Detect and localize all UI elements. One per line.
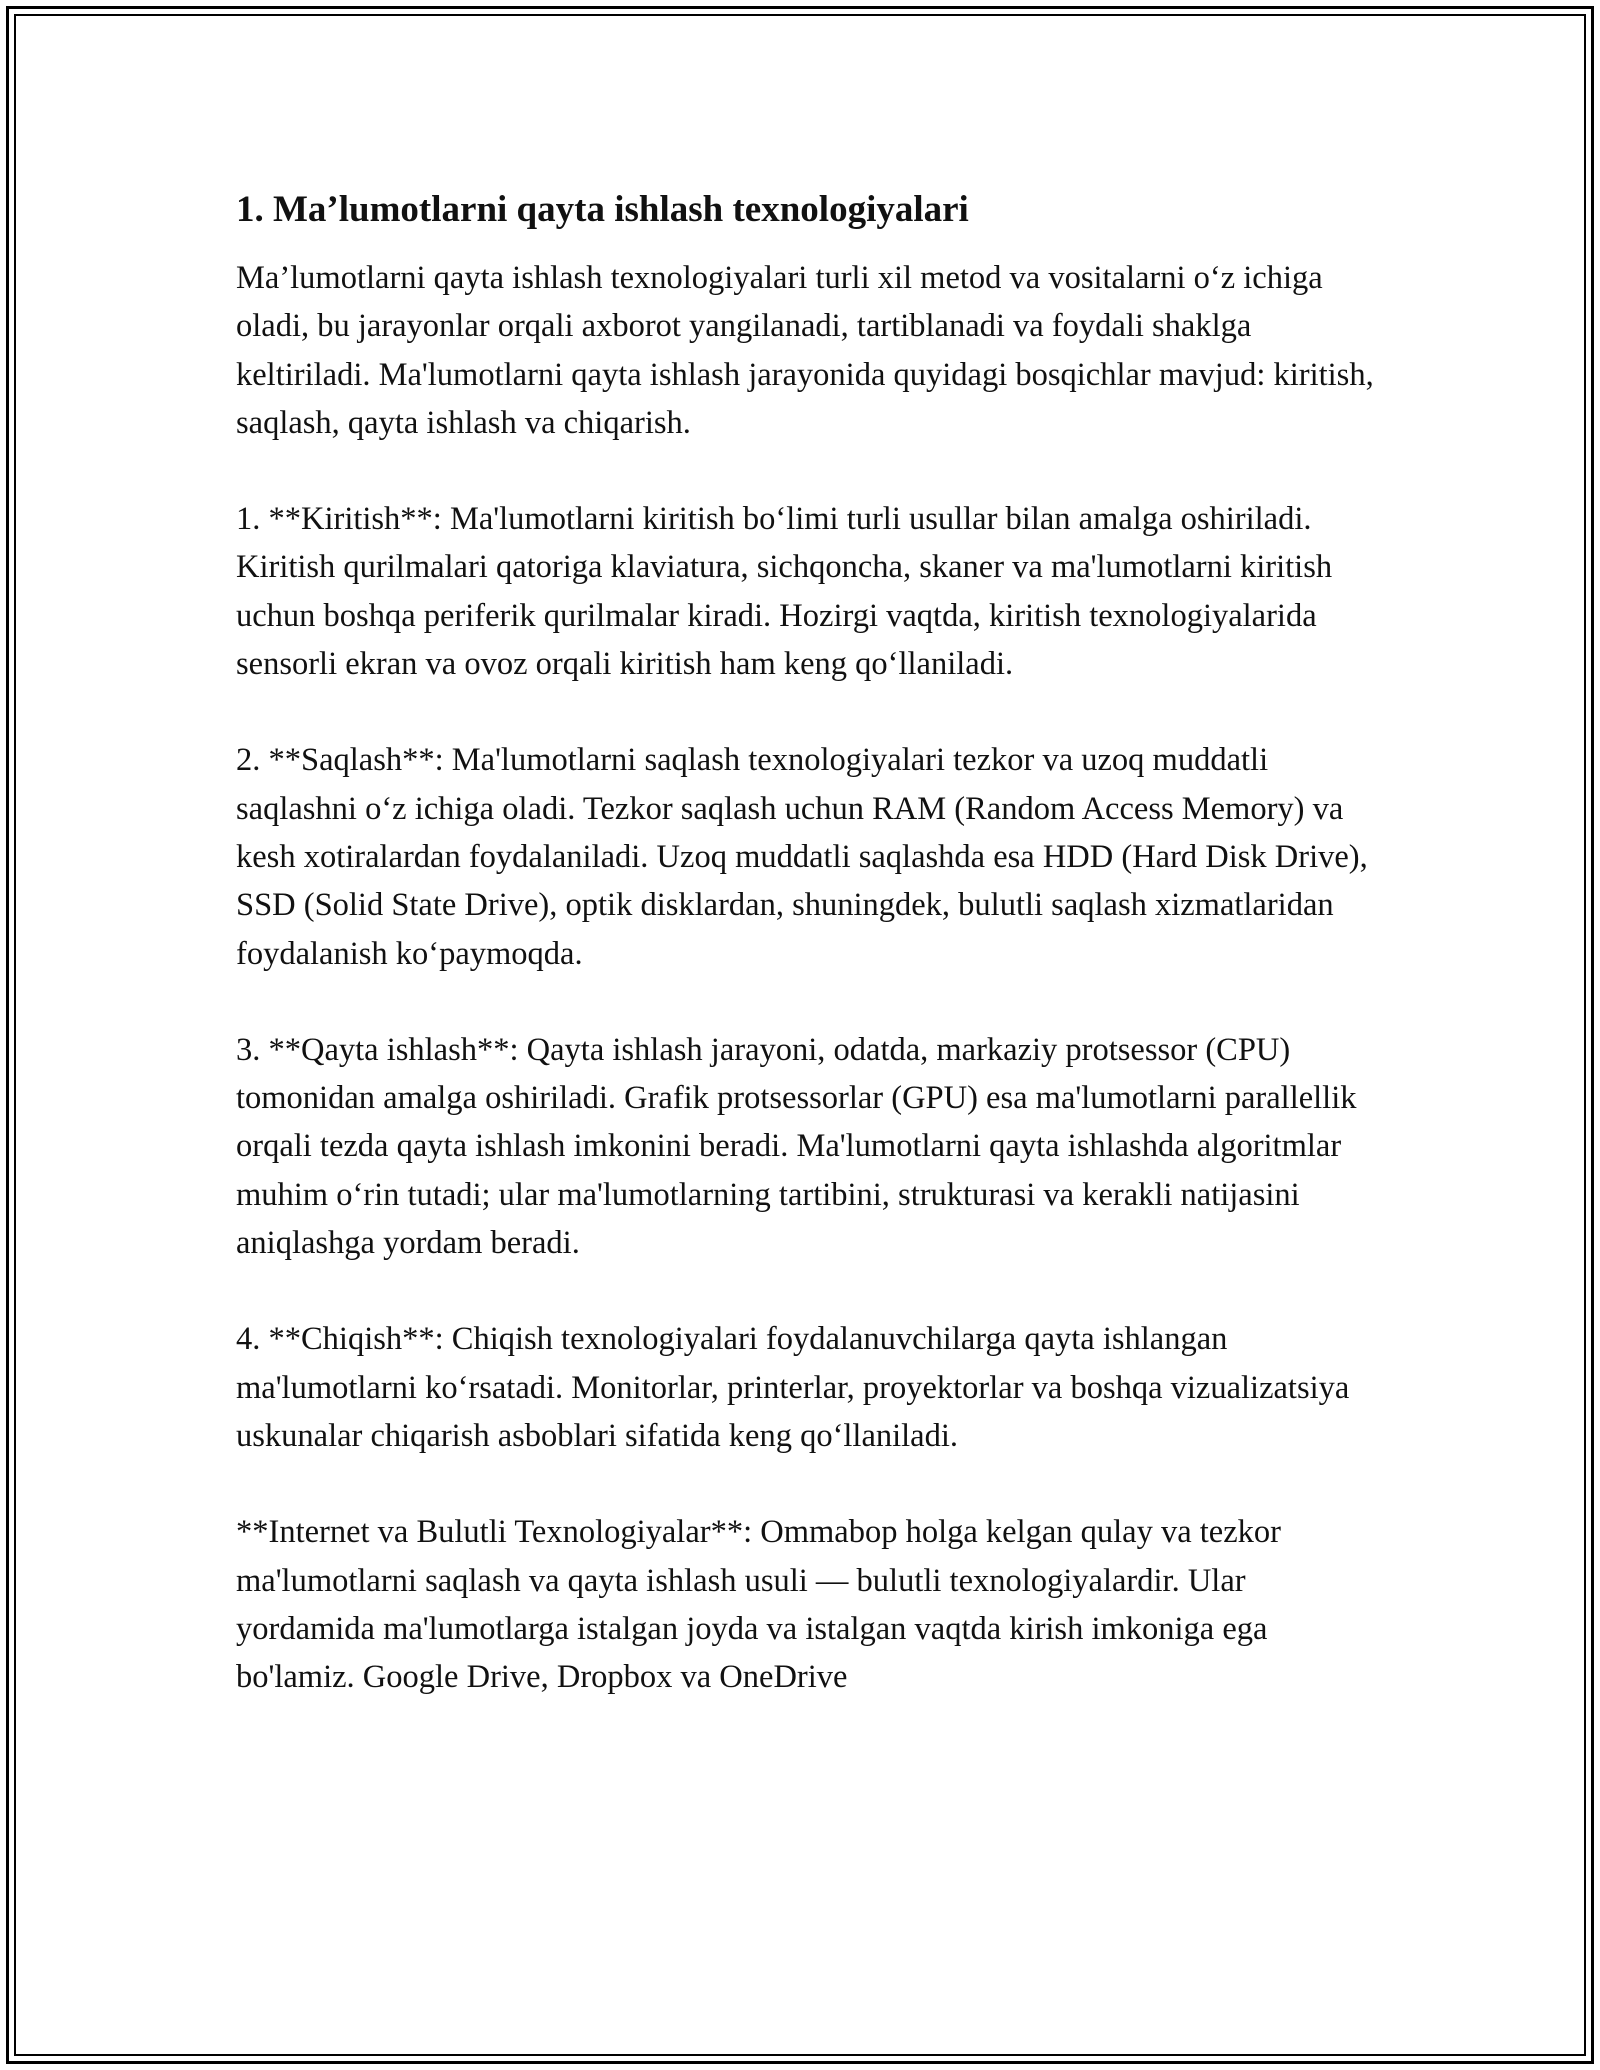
paragraph-saqlash: 2. **Saqlash**: Ma'lumotlarni saqlash texnologiyalari tezkor va uzoq muddatli saqlashni o‘z ichiga oladi. Tezkor saqlash uchun RAM (Random Access Memory) va kesh xotiralardan foydalaniladi. Uzoq muddatli saqlashda esa HDD (Hard Disk Drive), SSD (Solid State Drive), optik disklardan, shuningdek, bulutli saqlash xizmatlaridan foydalanish ko‘paymoqda. (236, 742, 1368, 972)
document-title: 1. Ma’lumotlarni qayta ishlash texnologiyalari (236, 189, 969, 230)
document-body (236, 186, 1376, 1701)
paragraph-qayta-ishlash: 3. **Qayta ishlash**: Qayta ishlash jarayoni, odatda, markaziy protsessor (CPU) tomonidan amalga oshiriladi. Grafik protsessorlar (GPU) esa ma'lumotlarni parallellik orqali tezda qayta ishlash imkonini beradi. Ma'lumotlarni qayta ishlashda algoritmlar muhim o‘rin tutadi; ular ma'lumotlarning tartibini, strukturasi va kerakli natijasini aniqlashga yordam beradi. (236, 1031, 1357, 1262)
paragraph-chiqish: 4. **Chiqish**: Chiqish texnologiyalari foydalanuvchilarga qayta ishlangan ma'lumotlarni ko‘rsatadi. Monitorlar, printerlar, proyektorlar va boshqa vizualizatsiya uskunalar chiqarish asboblari sifatida keng qo‘llaniladi. (236, 1321, 1350, 1454)
intro-paragraph: Ma’lumotlarni qayta ishlash texnologiyalari turli xil metod va vositalarni o‘z ichiga oladi, bu jarayonlar orqali axborot yangilanadi, tartiblanadi va foydali shaklga keltiriladi. Ma'lumotlarni qayta ishlash jarayonida quyidagi bosqichlar mavjud: kiritish, saqlash, qayta ishlash va chiqarish. (236, 260, 1374, 441)
paragraph-internet-bulutli: **Internet va Bulutli Texnologiyalar**: Ommabop holga kelgan qulay va tezkor ma'lumotlarni saqlash va qayta ishlash usuli — bulutli texnologiyalardir. Ular yordamida ma'lumotlarga istalgan joyda va istalgan vaqtda kirish imkoniga ega bo'lamiz. Google Drive, Dropbox va OneDrive (236, 1514, 1281, 1696)
paragraph-kiritish: 1. **Kiritish**: Ma'lumotlarni kiritish bo‘limi turli usullar bilan amalga oshiriladi. Kiritish qurilmalari qatoriga klaviatura, sichqoncha, skaner va ma'lumotlarni kiritish uchun boshqa periferik qurilmalar kiradi. Hozirgi vaqtda, kiritish texnologiyalarida sensorli ekran va ovoz orqali kiritish ham keng qo‘llaniladi. (236, 501, 1333, 683)
